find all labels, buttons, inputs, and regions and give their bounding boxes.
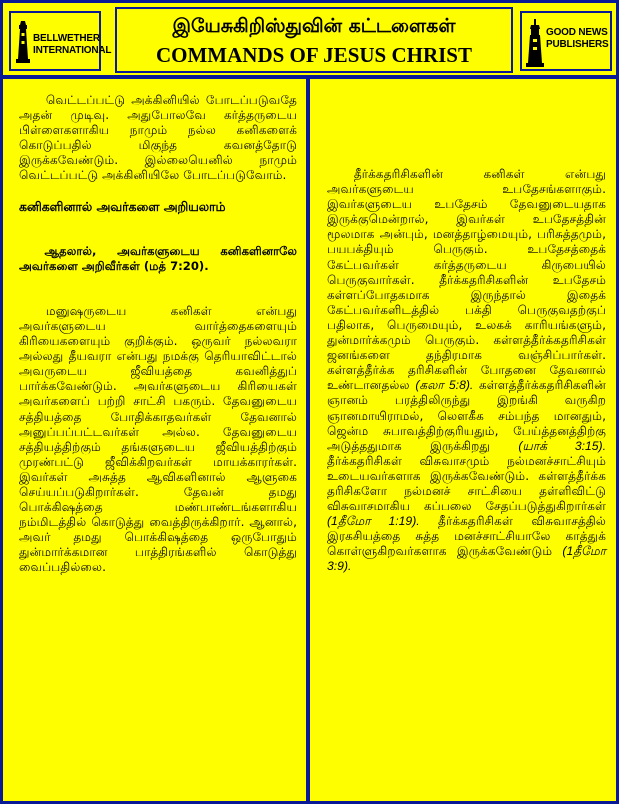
- verse-quote: [19, 244, 297, 274]
- page-title-english: COMMANDS OF JESUS CHRIST: [155, 43, 472, 67]
- reference-james: (யாக் 3:15).: [518, 438, 606, 453]
- left-column: [3, 79, 310, 801]
- left-paragraph-2: மனுஷருடைய கனிகள் என்பது அவர்களுடைய வார்த்தைகளையும் கிரியைகளையும் குறிக்கும். ஒருவர் நல்லவரா அல்லது தீயவரா என்பது நமக்கு தெரியாவிட்டால் அவருடைய ஜீவியத்தை கவனித்துப் பார்க்கவேண்டும். அவர்களுடைய கிரியைகள் அவர்களைப் பற்றி சாட்சி பகரும். தேவனுடைய சத்தியத்தை போதிக்காதவர்கள் தேவனால் அனுப்பப்பட்டவர்கள் அல்ல. தேவனுடைய சத்தியத்திற்கும் தங்களுடைய ஜீவியத்திற்கும் முரண்பட்டு ஜீவிக்கிறவர்கள் மாயக்காரர்கள். இவர்கள் அசுத்த ஆவிகளினால் ஆளுகை செய்யப்படுகிறார்கள். தேவன் தமது பொக்கிஷத்தை மண்பாண்டங்களாகிய நம்மிடத்தில் கொடுத்து வைத்திருக்கிறார். ஆனால், அவர் தமது பொக்கிஷத்தை ஒருபோதும் துன்மார்க்கமான பாத்திரங்களில் கொடுத்து வைப்பதில்லை.: [19, 303, 297, 575]
- verse-reference: (மத் 7:20).: [143, 258, 209, 273]
- reference-galatians: (கலா 5:8).: [415, 378, 474, 393]
- logo-right-line1: GOOD NEWS: [546, 27, 608, 38]
- right-text-d: தீர்க்கதரிசிகள் விசுவாசத்தில் இரகசியத்தை சுத்த மனச்சாட்சியாலே காத்துக் கொள்ளுகிறவர்களாக இருக்கவேண்டும்: [327, 514, 606, 559]
- lighthouse-icon: [15, 19, 31, 65]
- left-column-text: [19, 93, 297, 576]
- verse-text: ஆதலால், அவர்களுடைய கனிகளினாலே அவர்களை அறிவீர்கள்: [19, 243, 297, 273]
- right-paragraph: [327, 167, 606, 575]
- good-news-logo: [520, 11, 612, 71]
- right-text-a: தீர்க்கதரிசிகளின் கனிகள் என்பது அவர்களுடைய உபதேசங்களாகும். இவர்களுடைய உபதேசம் தேவனுடையதாக இருக்குமென்றால், இவர்கள் உபதேசத்தின் மூலமாக அன்பும், மனத்தாழ்மையும், பரிசுத்தமும், பயபக்தியும் பெருகும். உபதேசத்தைக் கேட்பவர்கள் கர்த்தருடைய கிருபையில் பெருகுவார்கள். தீர்க்கதரிசிகளின் உபதேசம் கள்ளப்போதகமாக இருந்தால் இதைக் கேட்பவர்களிடத்தில் பக்தி பெருகுவதற்குப் பதிலாக, பெருமையும், உலகக் காரியங்களும், துன்மார்க்கமும் பெருகும். கள்ளத்தீர்க்கதரிசிகள் ஜனங்களை தந்திரமாக வஞ்சிப்பார்கள். கள்ளத்தீர்க்க தரிசிகளின் போதனை தேவனால் உண்டானதல்ல: [327, 167, 606, 393]
- bellwether-logo-text: [33, 33, 111, 57]
- header: [3, 3, 616, 79]
- bellwether-logo: [9, 11, 112, 71]
- right-text-c: தீர்க்கதரிசிகள் விசுவாசமும் நல்மனச்சாட்சியும் உடையவர்களாக இருக்கவேண்டும். கள்ளத்தீர்க்க தரிசிகளோ நல்மனச் சாட்சியை தள்ளிவிட்டு விசுவாசமாகிய கப்பலை சேதப்படுத்துகிறார்கள்: [327, 453, 606, 514]
- left-paragraph-1: வெட்டப்பட்டு அக்கினியில் போடப்படுவதே அதன் முடிவு. அதுபோலவே கர்த்தருடைய பிள்ளைகளாகிய நாமும் நல்ல கனிகளைக் கொடுப்பதில் மிகுந்த கவனத்தோடு இருக்கவேண்டும். இல்லையெனில் நாமும் வெட்டப்பட்டு அக்கினியிலே போடப்படுவோம்.: [19, 93, 297, 183]
- section-heading: கனிகளினால் அவர்களை அறியலாம்: [19, 198, 226, 214]
- right-column: [310, 79, 616, 801]
- tower-icon: [526, 19, 544, 67]
- logo-left-line1: BELLWETHER: [33, 33, 100, 44]
- page-title-tamil: இயேசுகிறிஸ்துவின் கட்டளைகள்: [172, 15, 456, 37]
- right-text-b: கள்ளத்தீர்க்கதரிசிகளின் ஞானம் பரத்திலிருந்து இறங்கி வருகிற ஞானமாயிராமல், லௌகீக சம்பந்த மானதும், ஜென்ம சுபாவத்திற்குரியதும், பேய்த்தனத்திற்கு அடுத்ததுமாக இருக்கிறது: [327, 378, 606, 453]
- good-news-logo-text: [546, 27, 608, 51]
- reference-1timothy-1-19: (1தீமோ 1:19).: [327, 514, 420, 529]
- logo-left-line2: INTERNATIONAL: [33, 45, 112, 56]
- title-box: [115, 7, 513, 73]
- reference-1timothy-3-9: (1தீமோ 3:9).: [327, 544, 606, 574]
- logo-right-line2: PUBLISHERS: [546, 39, 609, 50]
- right-column-text: [327, 167, 606, 575]
